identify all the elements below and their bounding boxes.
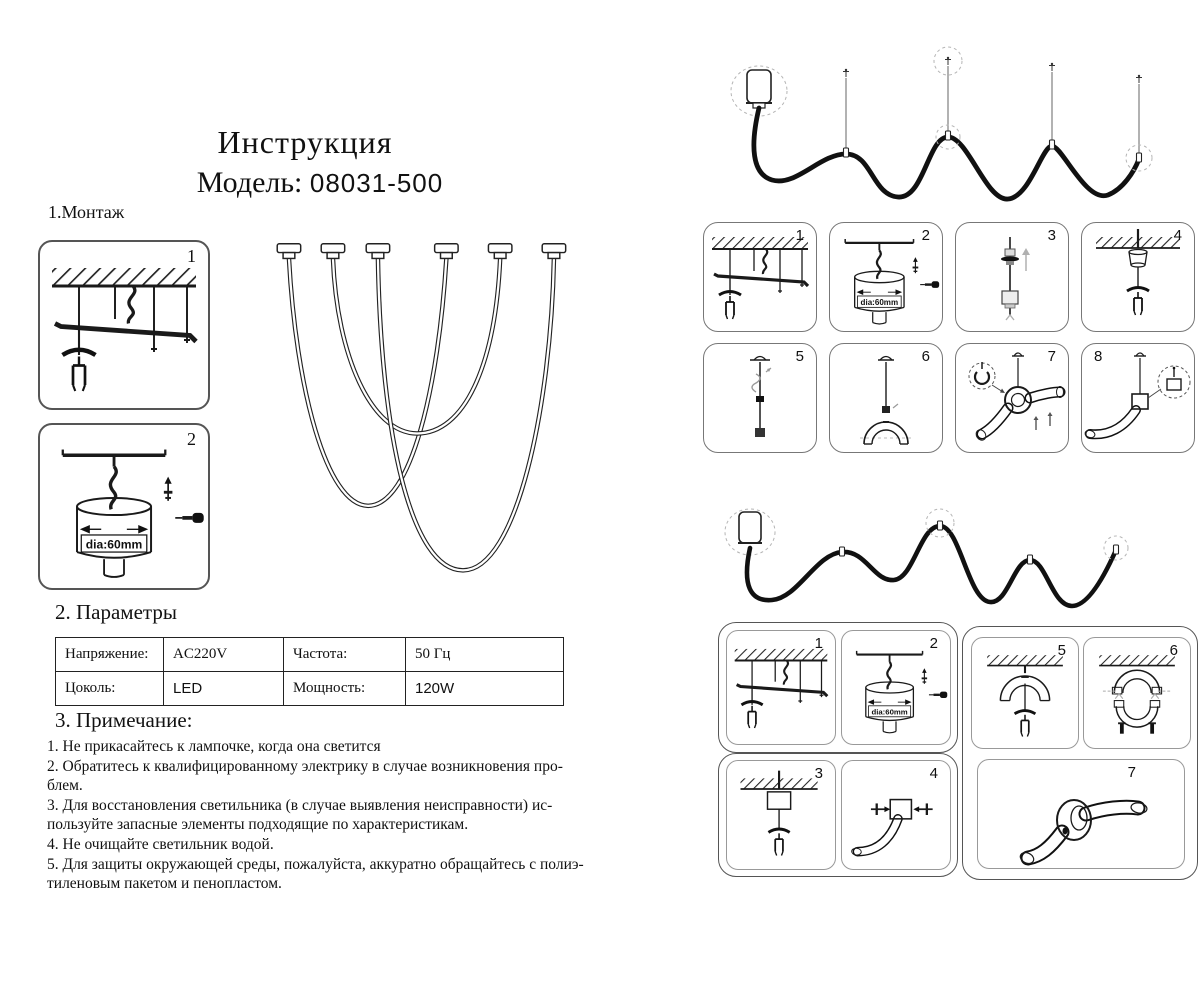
step-number: 5 xyxy=(795,348,804,365)
step-panel xyxy=(829,222,943,332)
step-number: 1 xyxy=(814,635,823,652)
note-line: пользуйте запасные элементы подходящие по характеристикам. xyxy=(47,816,469,834)
step-number: 3 xyxy=(814,765,823,782)
ceiling-hook-icon xyxy=(1049,63,1055,71)
ceiling-hook-icon xyxy=(945,57,951,65)
step-number: 2 xyxy=(921,227,930,244)
step-number: 8 xyxy=(1094,348,1103,365)
step-number: 7 xyxy=(1127,764,1136,781)
step-panel xyxy=(726,760,836,870)
ceiling-hook-icon xyxy=(1136,75,1142,83)
ceiling-hook-icon xyxy=(843,69,849,77)
model-label: Модель: xyxy=(196,166,303,199)
wave-direct-mount-drawing xyxy=(712,490,1164,616)
step-number: 1 xyxy=(795,227,804,244)
note-line: 4. Не очищайте светильник водой. xyxy=(47,835,274,853)
step-number: 5 xyxy=(1057,642,1066,659)
param-value: 120W xyxy=(406,672,564,706)
note-line: 2. Обратитесь к квалифицированному электрику в случае возникновения про- xyxy=(47,757,563,775)
param-label: Цоколь: xyxy=(56,672,164,706)
canopy-drawing xyxy=(40,425,208,588)
figure-mount-bar-large xyxy=(38,240,210,410)
note-line: блем. xyxy=(47,777,83,795)
figure-number: 2 xyxy=(187,429,196,449)
fork-connector-icon xyxy=(1127,288,1149,316)
step-panel xyxy=(841,760,951,870)
step-panel xyxy=(726,630,836,745)
param-label: Частота: xyxy=(284,638,406,672)
note-line: 1. Не прикасайтесь к лампочке, когда она светится xyxy=(47,738,381,755)
ring-on-tube-drawing xyxy=(978,760,1184,868)
fork-connector-icon xyxy=(768,829,789,856)
section-params-heading: 2. Параметры xyxy=(55,600,177,624)
table-row xyxy=(56,638,564,672)
parameters-table xyxy=(55,637,564,706)
step-panel xyxy=(971,637,1079,749)
model-number: 08031-500 xyxy=(309,168,444,198)
note-line: 3. Для восстановления светильника (в случае выявления неисправности) ис- xyxy=(47,796,553,814)
param-label: Мощность: xyxy=(284,672,406,706)
figure-number: 1 xyxy=(187,246,196,266)
param-value: LED xyxy=(164,672,284,706)
section-montage-heading: 1.Монтаж xyxy=(48,202,125,222)
step-number: 2 xyxy=(929,635,938,652)
step-number: 4 xyxy=(929,765,938,782)
led-tube-cable xyxy=(754,108,1139,199)
step-panel xyxy=(703,343,817,453)
step-number: 3 xyxy=(1047,227,1056,244)
step-panel xyxy=(977,759,1185,869)
step-group xyxy=(962,626,1198,880)
param-value: 50 Гц xyxy=(406,638,564,672)
step-number: 6 xyxy=(1169,642,1178,659)
section-notes-heading: 3. Примечание: xyxy=(55,708,193,732)
step-panel xyxy=(1081,343,1195,453)
step-number: 4 xyxy=(1173,227,1182,244)
step-panel xyxy=(1081,222,1195,332)
step-group xyxy=(718,753,958,877)
cable-connectors xyxy=(844,131,1142,162)
cable-connectors xyxy=(840,521,1119,564)
step-panel xyxy=(841,630,951,745)
step-panel xyxy=(1083,637,1191,749)
fork-connector-icon xyxy=(1015,711,1036,737)
step-panel xyxy=(955,343,1069,453)
step-panel xyxy=(703,222,817,332)
table-row xyxy=(56,672,564,706)
step-number: 6 xyxy=(921,348,930,365)
param-label: Напряжение: xyxy=(56,638,164,672)
page-title: Инструкция xyxy=(217,124,393,160)
step-panel xyxy=(829,343,943,453)
note-line: 5. Для защиты окружающей среды, пожалуйста, аккуратно обращайтесь с полиэ- xyxy=(47,855,584,873)
step-group xyxy=(718,622,958,753)
figure-canopy-large xyxy=(38,423,210,590)
led-tube-cable xyxy=(747,526,1116,606)
step-number: 7 xyxy=(1047,348,1056,365)
mount-bar-drawing xyxy=(40,242,208,408)
param-value: AC220V xyxy=(164,638,284,672)
chandelier-drawing xyxy=(243,226,595,594)
step-panel xyxy=(955,222,1069,332)
note-line: тиленовым пакетом и пенопластом. xyxy=(47,875,282,893)
ceiling-canopies xyxy=(277,244,565,259)
wave-suspension-drawing xyxy=(702,42,1194,220)
notes-list xyxy=(47,737,587,894)
model-line xyxy=(140,166,500,200)
